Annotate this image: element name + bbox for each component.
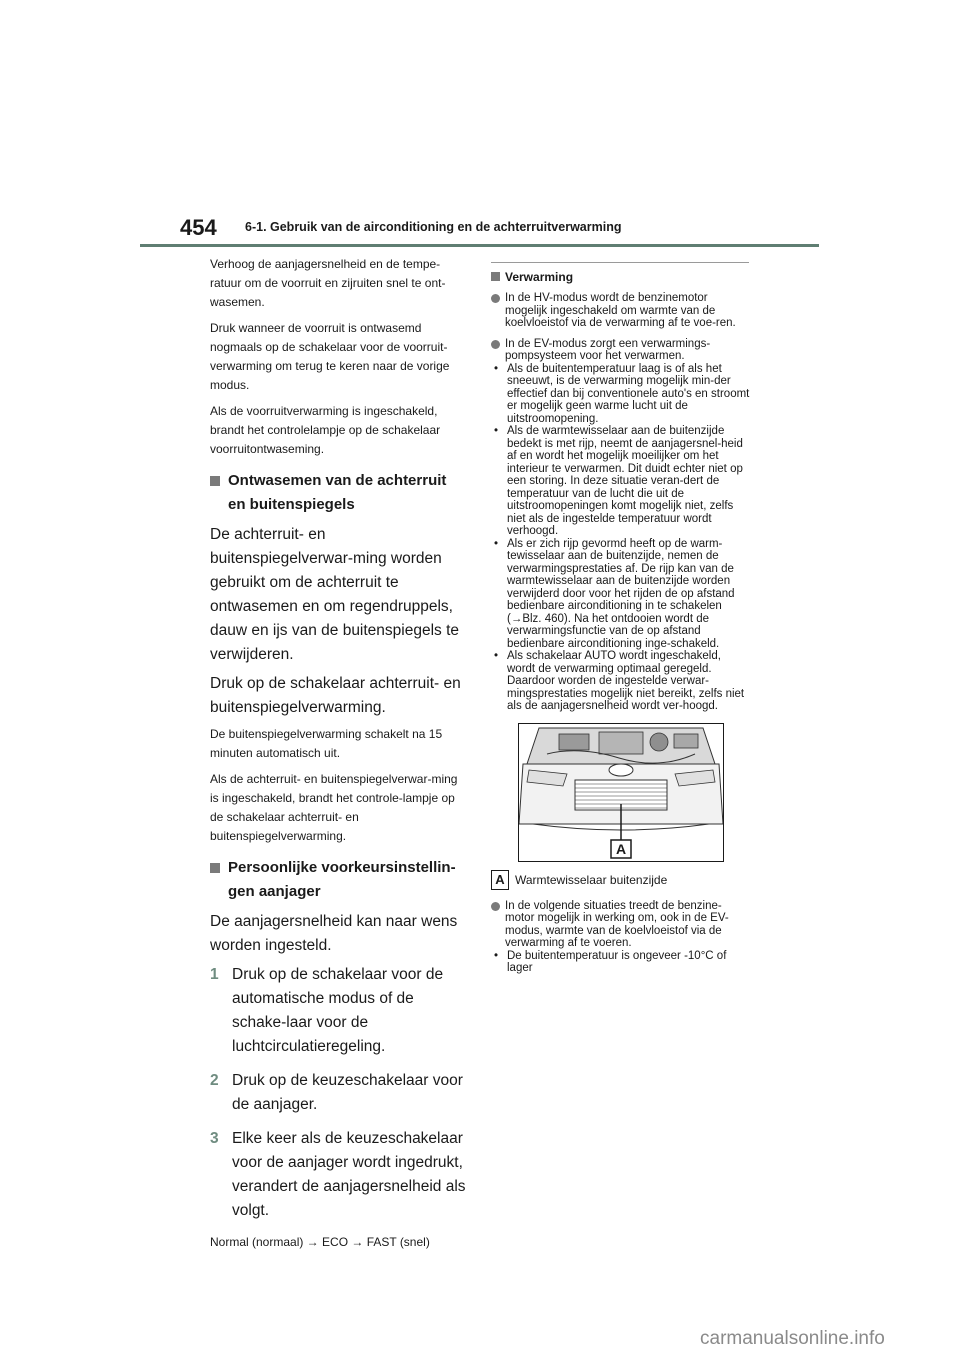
legend-text: Warmtewisselaar buitenzijde bbox=[515, 872, 668, 887]
step-number: 1 bbox=[210, 966, 219, 983]
bullet-text: Als de warmtewisselaar aan de buitenzijde bedekt is met rijp, neemt de aanjagersnel-heid af en wordt het mogelijk moeilijker om het interieur te verwarmen. Dit duidt echter niet op een storing. In deze situatie veran-dert de temperatuur van de lucht die uit de uitstroomopeningen komt mogelijk niet, zelfs niet als de ingestelde temperatuur wordt verhoogd. bbox=[507, 425, 743, 537]
dot-item bbox=[491, 900, 751, 950]
dot-item-text: In de HV-modus wordt de benzinemotor mogelijk ingeschakeld om warmte van de koelvloeistof via de verwarming af te voe-ren. bbox=[505, 292, 736, 329]
dot-bullet-icon bbox=[491, 340, 500, 349]
step-text: Druk op de keuzeschakelaar voor de aanjager. bbox=[232, 1072, 463, 1113]
figure-callout-label: A bbox=[615, 840, 627, 857]
bullet-text: Als er zich rijp gevormd heeft op de warm-tewisselaar aan de buitenzijde, nemen de verwarmingsprestaties af. De rijp kan van de warmtewisselaar aan de buitenzijde worden verwijderd door voor het rijden de op afstand bedienbare airconditioning in te schakelen (→Blz. 460). Na het ontdooien wordt de verwarmingsfunctie van de op afstand bedienbare airconditioning inge-schakeld. bbox=[507, 537, 735, 650]
paragraph: De aanjagersnelheid kan naar wens worden ingesteld. bbox=[210, 913, 458, 954]
bullet-item bbox=[491, 538, 751, 651]
bullet-text: Als de buitentemperatuur laag is of als het sneeuwt, is de verwarming mogelijk min-der effectief dan bij conventionele auto's en stroomt er mogelijk geen warme lucht uit de uitstroomopening. bbox=[507, 362, 750, 425]
page-number: 454 bbox=[180, 215, 217, 240]
dot-bullet-icon bbox=[491, 902, 500, 911]
callout-box: A bbox=[491, 870, 509, 890]
chapter-title: 6-1. Gebruik van de airconditioning en de achterruitverwarming bbox=[245, 220, 622, 234]
section-rule bbox=[491, 262, 749, 263]
bullet-item bbox=[491, 950, 751, 975]
step-item bbox=[210, 1069, 468, 1117]
paragraph-fan-sequence: Normal (normaal) → ECO → FAST (snel) bbox=[210, 1235, 430, 1249]
heat-exchanger-illustration bbox=[518, 723, 724, 862]
step-item bbox=[210, 963, 468, 1059]
watermark: carmanualsonline.info bbox=[700, 1328, 885, 1349]
section-heading-fan-preferences bbox=[210, 856, 468, 904]
bullet-icon: • bbox=[494, 537, 499, 550]
dot-item bbox=[491, 338, 751, 363]
paragraph: Als de achterruit- en buitenspiegelverwar-ming is ingeschakeld, brandt het controle-lampje op de schakelaar achterruit- en buitenspiegelverwarming. bbox=[210, 772, 458, 843]
dot-item-text: In de volgende situaties treedt de benzine-motor mogelijk in werking om, ook in de EV-modus, warmte van de koelvloeistof via de verwarming af te voeren. bbox=[505, 899, 729, 949]
bullet-icon: • bbox=[494, 362, 499, 375]
heading-text: Verwarming bbox=[505, 270, 574, 284]
bullet-text: Als schakelaar AUTO wordt ingeschakeld, wordt de verwarming optimaal geregeld. Daardoor worden de ingestelde verwar-mingsprestaties mogelijk niet bereikt, zelfs niet als de aanjagersnelheid wordt ver-hoogd. bbox=[507, 650, 745, 712]
dot-item-text: In de EV-modus zorgt een verwarmings-pompsysteem voor het verwarmen. bbox=[505, 337, 711, 362]
paragraph: Druk op de schakelaar achterruit- en buitenspiegelverwarming. bbox=[210, 675, 461, 716]
paragraph: De achterruit- en buitenspiegelverwar-ming worden gebruikt om de achterruit te ontwasemen en om regendruppels, dauw en ijs van de buitenspiegels te verwijderen. bbox=[210, 526, 460, 663]
paragraph: Verhoog de aanjagersnelheid en de tempe-ratuur om de voorruit en zijruiten snel te ont-wasemen. bbox=[210, 257, 446, 309]
square-bullet-icon bbox=[210, 863, 220, 873]
header-rule bbox=[140, 244, 819, 247]
paragraph: De buitenspiegelverwarming schakelt na 15 minuten automatisch uit. bbox=[210, 727, 443, 760]
car-front-illustration bbox=[519, 724, 723, 861]
figure-legend bbox=[491, 870, 751, 892]
bullet-item bbox=[491, 650, 751, 713]
dot-item bbox=[491, 292, 751, 330]
section-heading-heating bbox=[491, 269, 751, 285]
step-number: 2 bbox=[210, 1072, 219, 1089]
square-bullet-icon bbox=[491, 272, 500, 281]
left-column bbox=[210, 255, 468, 1259]
right-column bbox=[491, 262, 751, 975]
section-heading-defrost-rear bbox=[210, 469, 468, 517]
bullet-icon: • bbox=[494, 949, 499, 962]
step-number: 3 bbox=[210, 1130, 219, 1147]
square-bullet-icon bbox=[210, 476, 220, 486]
heading-text: Ontwasemen van de achterruit en buitenspiegels bbox=[228, 472, 447, 513]
bullet-icon: • bbox=[494, 425, 499, 437]
step-text: Druk op de schakelaar voor de automatische modus of de schake-laar voor de luchtcirculatieregeling. bbox=[232, 966, 444, 1055]
bullet-item bbox=[491, 363, 751, 426]
heading-text: Persoonlijke voorkeursinstellin-gen aanjager bbox=[228, 859, 456, 900]
bullet-item bbox=[491, 425, 751, 538]
step-text: Elke keer als de keuzeschakelaar voor de aanjager wordt ingedrukt, verandert de aanjagersnelheid als volgt. bbox=[232, 1130, 466, 1219]
dot-bullet-icon bbox=[491, 294, 500, 303]
bullet-icon: • bbox=[494, 650, 499, 662]
step-item bbox=[210, 1127, 468, 1223]
paragraph: Druk wanneer de voorruit is ontwasemd nogmaals op de schakelaar voor de voorruit-verwarming om terug te keren naar de vorige modus. bbox=[210, 321, 450, 392]
bullet-text: De buitentemperatuur is ongeveer -10°C of lager bbox=[507, 949, 727, 974]
paragraph: Als de voorruitverwarming is ingeschakeld, brandt het controlelampje op de schakelaar voorruitontwaseming. bbox=[210, 404, 441, 456]
